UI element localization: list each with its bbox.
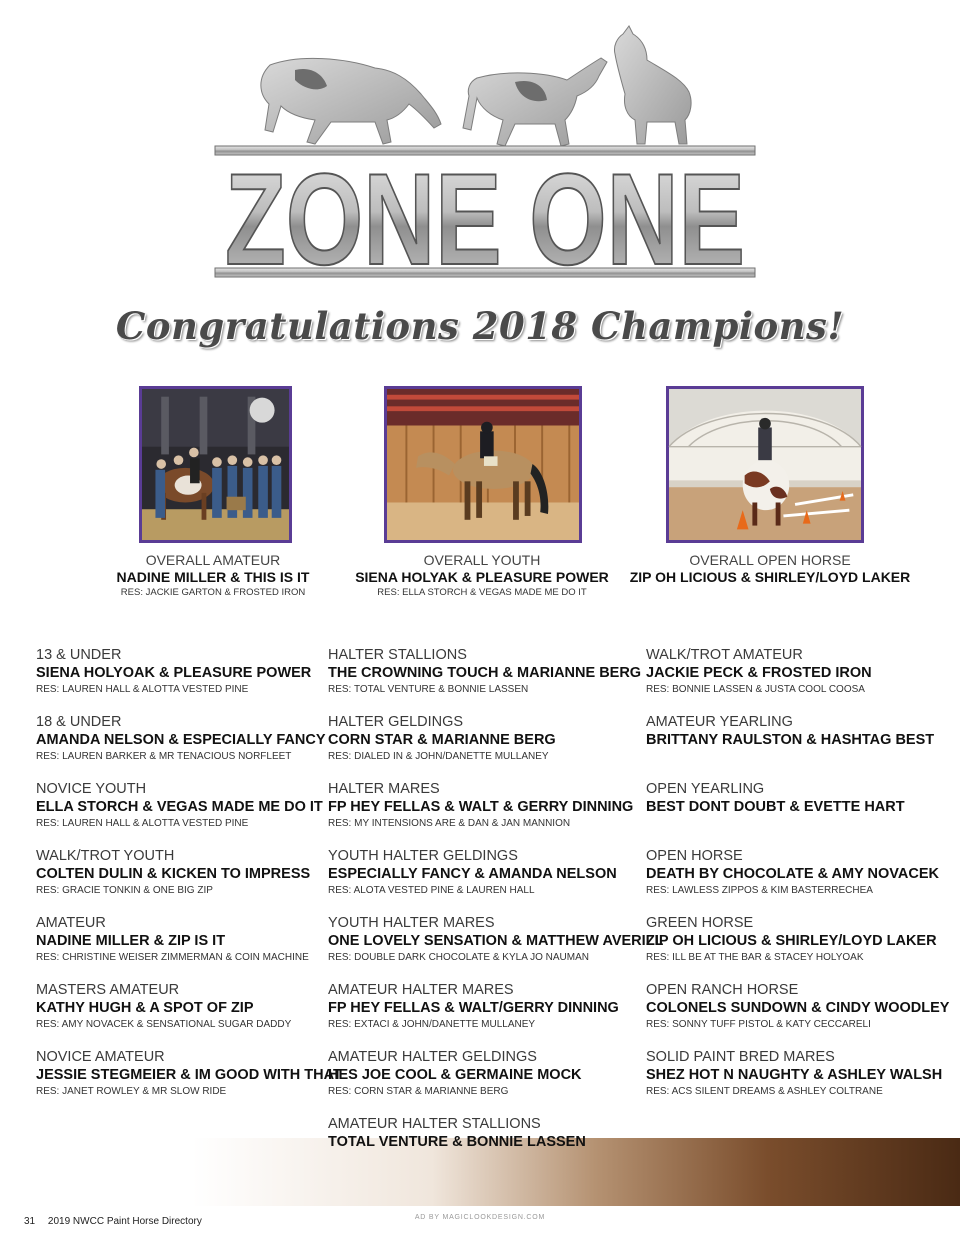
entry-winner: AMANDA NELSON & ESPECIALLY FANCY xyxy=(36,732,326,748)
entry-winner: BEST DONT DOUBT & EVETTE HART xyxy=(646,799,905,815)
entry-category: YOUTH HALTER MARES xyxy=(328,915,495,931)
featured-reserve: RES: JACKIE GARTON & FROSTED IRON xyxy=(120,587,306,598)
entry-category: NOVICE YOUTH xyxy=(36,781,147,797)
entry-reserve: RES: BONNIE LASSEN & JUSTA COOL COOSA xyxy=(646,684,865,695)
featured-winner: ZIP OH LICIOUS & SHIRLEY/LOYD LAKER xyxy=(629,569,911,585)
entry-winner: COLONELS SUNDOWN & CINDY WOODLEY xyxy=(646,1000,950,1016)
design-credit: AD BY MAGICLOOKDESIGN.COM xyxy=(414,1214,546,1221)
entry-winner: TOTAL VENTURE & BONNIE LASSEN xyxy=(328,1134,586,1150)
entry-winner: JACKIE PECK & FROSTED IRON xyxy=(646,665,872,681)
entry-winner: KATHY HUGH & A SPOT OF ZIP xyxy=(36,1000,254,1016)
entry-category: MASTERS AMATEUR xyxy=(36,982,180,998)
entry-category: 18 & UNDER xyxy=(36,714,122,730)
result-entry xyxy=(646,982,949,1049)
result-entry xyxy=(36,915,342,982)
entry-category: OPEN HORSE xyxy=(646,848,743,864)
entry-category: AMATEUR HALTER STALLIONS xyxy=(328,1116,541,1132)
results-column-right xyxy=(646,647,949,1116)
entry-winner: FP HEY FELLAS & WALT/GERRY DINNING xyxy=(328,1000,619,1016)
horse-silhouette-right xyxy=(614,26,691,144)
result-entry xyxy=(36,982,342,1049)
entry-reserve: RES: GRACIE TONKIN & ONE BIG ZIP xyxy=(36,885,213,896)
entry-category: YOUTH HALTER GELDINGS xyxy=(328,848,518,864)
entry-category: 13 & UNDER xyxy=(36,647,122,663)
entry-winner: NADINE MILLER & ZIP IS IT xyxy=(36,933,226,949)
entry-winner: FP HEY FELLAS & WALT & GERRY DINNING xyxy=(328,799,634,815)
entry-winner: THE CROWNING TOUCH & MARIANNE BERG xyxy=(328,665,642,681)
results-column-left xyxy=(36,647,342,1116)
entry-category: GREEN HORSE xyxy=(646,915,754,931)
entry-reserve: RES: SONNY TUFF PISTOL & KATY CECCARELI xyxy=(646,1019,871,1030)
entry-category: SOLID PAINT BRED MARES xyxy=(646,1049,835,1065)
publication-title: 2019 NWCC Paint Horse Directory xyxy=(47,1216,202,1227)
entry-reserve: RES: ILL BE AT THE BAR & STACEY HOLYOAK xyxy=(646,952,864,963)
results-column-middle xyxy=(328,647,663,1183)
entry-winner: BRITTANY RAULSTON & HASHTAG BEST xyxy=(646,732,935,748)
result-entry xyxy=(328,781,663,848)
entry-winner: SHEZ HOT N NAUGHTY & ASHLEY WALSH xyxy=(646,1067,943,1083)
entry-category: AMATEUR HALTER GELDINGS xyxy=(328,1049,537,1065)
featured-overall-youth xyxy=(332,552,632,600)
entry-reserve: RES: JANET ROWLEY & MR SLOW RIDE xyxy=(36,1086,227,1097)
horse-silhouette-left xyxy=(261,58,441,144)
entry-reserve: RES: LAWLESS ZIPPOS & KIM BASTERRECHEA xyxy=(646,885,873,896)
entry-reserve: RES: AMY NOVACEK & SENSATIONAL SUGAR DADDY xyxy=(36,1019,292,1030)
result-entry xyxy=(646,781,949,848)
entry-reserve: RES: DOUBLE DARK CHOCOLATE & KYLA JO NAUMAN xyxy=(328,952,589,963)
featured-winner: NADINE MILLER & THIS IS IT xyxy=(116,569,310,585)
entry-reserve: RES: MY INTENSIONS ARE & DAN & JAN MANNION xyxy=(328,818,571,829)
photo-overall-amateur xyxy=(139,386,292,543)
entry-reserve: RES: DIALED IN & JOHN/DANETTE MULLANEY xyxy=(328,751,549,762)
result-entry xyxy=(36,781,342,848)
zone-one-logo xyxy=(215,20,755,292)
result-entry xyxy=(328,714,663,781)
page-headline: Congratulations 2018 Champions! xyxy=(115,304,845,348)
entry-category: HALTER STALLIONS xyxy=(328,647,467,663)
entry-reserve: RES: LAUREN BARKER & MR TENACIOUS NORFLEET xyxy=(36,751,292,762)
entry-category: AMATEUR xyxy=(36,915,106,931)
result-entry xyxy=(646,848,949,915)
entry-winner: SIENA HOLYOAK & PLEASURE POWER xyxy=(36,665,312,681)
entry-category: NOVICE AMATEUR xyxy=(36,1049,165,1065)
featured-reserve: RES: ELLA STORCH & VEGAS MADE ME DO IT xyxy=(377,587,587,598)
result-entry xyxy=(36,714,342,781)
result-entry xyxy=(36,647,342,714)
page-number: 31 xyxy=(24,1216,36,1227)
entry-reserve: RES: ACS SILENT DREAMS & ASHLEY COLTRANE xyxy=(646,1086,883,1097)
featured-category: OVERALL AMATEUR xyxy=(145,552,281,568)
result-entry xyxy=(328,1049,663,1116)
result-entry xyxy=(328,1116,663,1183)
result-entry xyxy=(646,1049,949,1116)
entry-category: WALK/TROT AMATEUR xyxy=(646,647,803,663)
entry-winner: DEATH BY CHOCOLATE & AMY NOVACEK xyxy=(646,866,939,882)
entry-category: OPEN YEARLING xyxy=(646,781,765,797)
entry-category: WALK/TROT YOUTH xyxy=(36,848,175,864)
entry-reserve: RES: LAUREN HALL & ALOTTA VESTED PINE xyxy=(36,684,249,695)
featured-category: OVERALL YOUTH xyxy=(423,552,541,568)
entry-winner: HES JOE COOL & GERMAINE MOCK xyxy=(328,1067,582,1083)
horse-silhouette-middle xyxy=(463,58,607,146)
result-entry xyxy=(646,714,949,781)
result-entry xyxy=(328,915,663,982)
entry-reserve: RES: TOTAL VENTURE & BONNIE LASSEN xyxy=(328,684,529,695)
entry-reserve: RES: ALOTA VESTED PINE & LAUREN HALL xyxy=(328,885,535,896)
result-entry xyxy=(646,915,949,982)
entry-winner: ELLA STORCH & VEGAS MADE ME DO IT xyxy=(36,799,323,815)
featured-overall-amateur xyxy=(63,552,363,600)
entry-category: AMATEUR YEARLING xyxy=(646,714,793,730)
entry-winner: COLTEN DULIN & KICKEN TO IMPRESS xyxy=(36,866,311,882)
entry-reserve: RES: EXTACI & JOHN/DANETTE MULLANEY xyxy=(328,1019,536,1030)
entry-category: AMATEUR HALTER MARES xyxy=(328,982,514,998)
result-entry xyxy=(328,982,663,1049)
result-entry xyxy=(36,848,342,915)
entry-winner: JESSIE STEGMEIER & IM GOOD WITH THAT xyxy=(36,1067,342,1083)
entry-reserve: RES: CHRISTINE WEISER ZIMMERMAN & COIN MACHINE xyxy=(36,952,309,963)
entry-category: OPEN RANCH HORSE xyxy=(646,982,799,998)
entry-reserve: RES: CORN STAR & MARIANNE BERG xyxy=(328,1086,509,1097)
entry-reserve: RES: LAUREN HALL & ALOTTA VESTED PINE xyxy=(36,818,249,829)
entry-winner: ONE LOVELY SENSATION & MATTHEW AVERILL xyxy=(328,933,664,949)
result-entry xyxy=(36,1049,342,1116)
photo-overall-open-horse xyxy=(666,386,864,543)
entry-winner: ZIP OH LICIOUS & SHIRLEY/LOYD LAKER xyxy=(646,933,937,949)
logo-text: ZONE ONE xyxy=(225,146,745,292)
entry-category: HALTER GELDINGS xyxy=(328,714,464,730)
result-entry xyxy=(646,647,949,714)
featured-overall-open-horse xyxy=(620,552,920,586)
entry-winner: ESPECIALLY FANCY & AMANDA NELSON xyxy=(328,866,617,882)
result-entry xyxy=(328,848,663,915)
result-entry xyxy=(328,647,663,714)
entry-category: HALTER MARES xyxy=(328,781,440,797)
featured-winner: SIENA HOLYAK & PLEASURE POWER xyxy=(355,569,609,585)
photo-overall-youth xyxy=(384,386,582,543)
entry-winner: CORN STAR & MARIANNE BERG xyxy=(328,732,556,748)
featured-category: OVERALL OPEN HORSE xyxy=(689,552,851,568)
